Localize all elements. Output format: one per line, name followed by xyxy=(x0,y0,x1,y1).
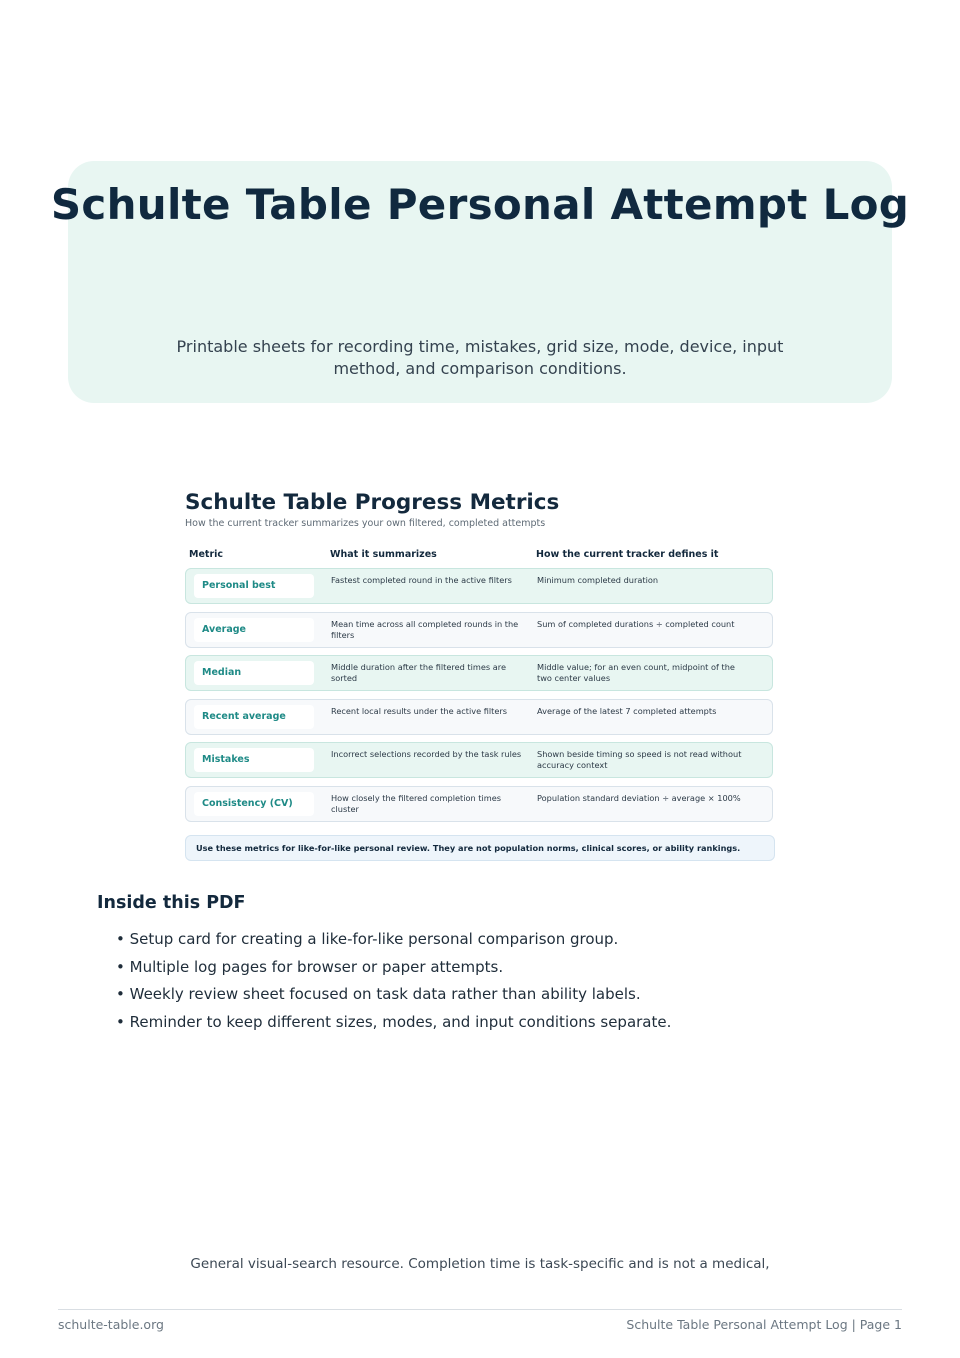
metrics-note: Use these metrics for like-for-like personal review. They are not population norms, clinical scores, or ability rankings. xyxy=(185,835,775,861)
metric-summary: Recent local results under the active filters xyxy=(331,706,508,716)
metrics-subtitle: How the current tracker summarizes your own filtered, completed attempts xyxy=(185,518,546,529)
footer-divider xyxy=(58,1309,902,1310)
list-item: • Setup card for creating a like-for-like personal comparison group. xyxy=(116,926,671,954)
metric-row-median xyxy=(185,655,773,691)
metric-row-mistakes xyxy=(185,742,773,778)
metric-row-consistency xyxy=(185,786,773,822)
metric-label: Average xyxy=(194,618,314,642)
metric-summary: How closely the filtered completion times cluster xyxy=(331,793,502,814)
metric-definition: Middle value; for an even count, midpoint of the two center values xyxy=(537,662,735,683)
contents-list xyxy=(116,926,671,1036)
disclaimer-text: General visual-search resource. Completion time is task-specific and is not a medical, xyxy=(190,1256,770,1272)
metric-row-recent-average xyxy=(185,699,773,735)
metric-definition: Shown beside timing so speed is not read without accuracy context xyxy=(537,749,742,770)
metric-summary: Incorrect selections recorded by the task rules xyxy=(331,749,522,759)
header-summary: What it summarizes xyxy=(330,549,437,560)
metric-definition: Population standard deviation ÷ average × 100% xyxy=(537,793,741,803)
metrics-header-row xyxy=(185,549,775,565)
metric-summary: Fastest completed round in the active filters xyxy=(331,575,512,585)
metrics-figure xyxy=(185,488,775,814)
page-subtitle: Printable sheets for recording time, mistakes, grid size, mode, device, input method, and comparison conditions. xyxy=(176,337,784,378)
page-title: Schulte Table Personal Attempt Log xyxy=(50,180,910,229)
metric-label: Personal best xyxy=(194,574,314,598)
header-definition: How the current tracker defines it xyxy=(536,549,719,560)
metric-row-personal-best xyxy=(185,568,773,604)
metric-summary: Mean time across all completed rounds in the filters xyxy=(331,619,519,640)
header-metric: Metric xyxy=(189,549,224,560)
metric-definition: Average of the latest 7 completed attempts xyxy=(537,706,717,716)
metrics-title: Schulte Table Progress Metrics xyxy=(185,490,560,515)
metric-definition: Sum of completed durations ÷ completed count xyxy=(537,619,735,629)
footer-page-label: Schulte Table Personal Attempt Log | Page 1 xyxy=(626,1317,902,1332)
list-item: • Reminder to keep different sizes, modes, and input conditions separate. xyxy=(116,1009,671,1037)
footer-site: schulte-table.org xyxy=(58,1317,164,1332)
metric-label: Consistency (CV) xyxy=(194,792,314,816)
section-heading: Inside this PDF xyxy=(97,893,246,913)
metric-label: Mistakes xyxy=(194,748,314,772)
metric-label: Median xyxy=(194,661,314,685)
metric-label: Recent average xyxy=(194,705,314,729)
metric-row-average xyxy=(185,612,773,648)
metric-summary: Middle duration after the filtered times are sorted xyxy=(331,662,507,683)
list-item: • Weekly review sheet focused on task data rather than ability labels. xyxy=(116,981,671,1009)
list-item: • Multiple log pages for browser or paper attempts. xyxy=(116,954,671,982)
metric-definition: Minimum completed duration xyxy=(537,575,659,585)
